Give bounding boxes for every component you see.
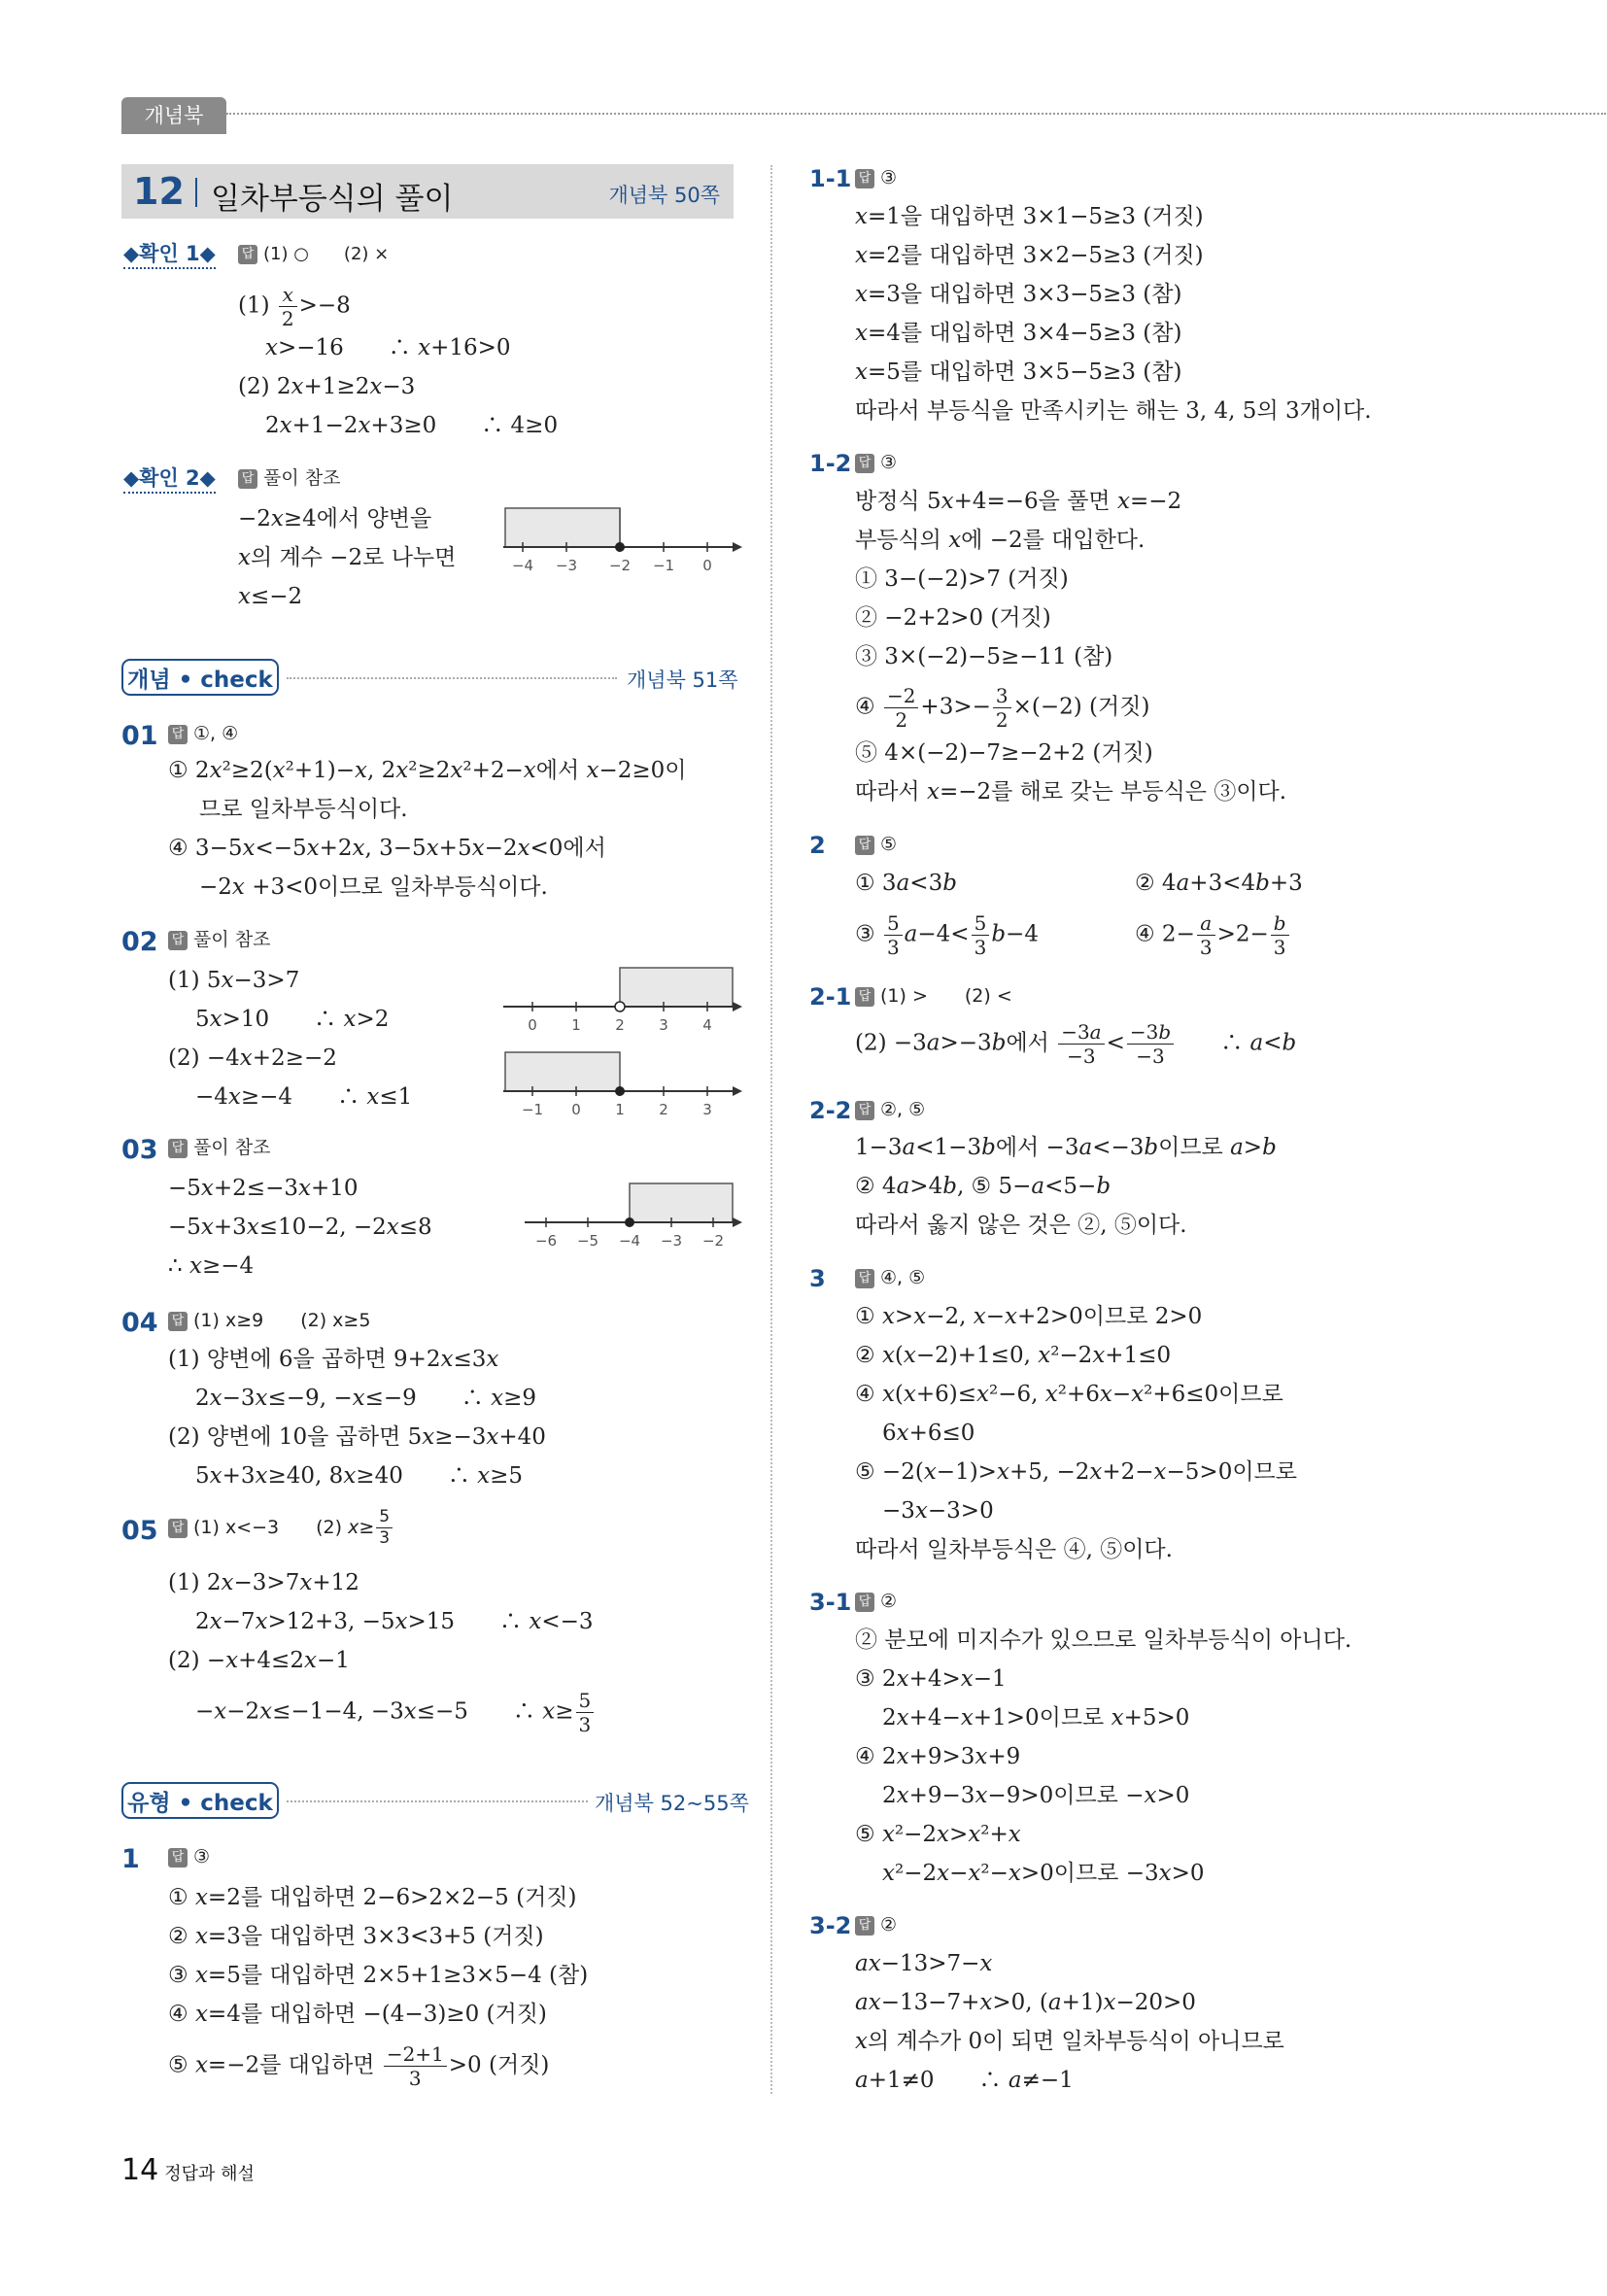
r11-line2: x=2를 대입하면 3×2−5≥3 (거짓) — [855, 243, 1204, 268]
problem-number: 05 — [121, 1516, 158, 1546]
r12-line3: ① 3−(−2)>7 (거짓) — [855, 566, 1069, 592]
r11-line6: 따라서 부등식을 만족시키는 해는 3, 4, 5의 3개이다. — [855, 398, 1372, 424]
r22-line1: 1−3a<1−3b에서 −3a<−3b이므로 a>b — [855, 1135, 1277, 1160]
problem-number: 1-1 — [809, 165, 852, 192]
p02-line3: (2) −4x+2≥−2 — [168, 1045, 337, 1071]
type-check-rule — [287, 1800, 588, 1802]
tick-label: −2 — [608, 557, 632, 574]
tick-label: −5 — [576, 1232, 599, 1250]
tab-underline — [121, 132, 226, 134]
tick-label: −1 — [521, 1101, 544, 1118]
p05-line4: −x−2x≤−1−4, −3x≤−5 ∴ x≥ $\frac{5}{3}$ — [195, 1691, 596, 1734]
r31-line1: ② 분모에 미지수가 있으므로 일차부등식이 아니다. — [855, 1628, 1352, 1653]
problem-number: 02 — [121, 927, 158, 957]
problem-number: 03 — [121, 1135, 158, 1165]
r12-line2: 부등식의 x에 −2를 대입한다. — [855, 528, 1145, 553]
check1-line2: x>−16 ∴ x+16>0 — [265, 335, 511, 360]
r31-line6: ⑤ x²−2x>x²+x — [855, 1822, 1021, 1847]
tick-label: 2 — [615, 1016, 625, 1034]
r31-line7: x²−2x−x²−x>0이므로 −3x>0 — [882, 1861, 1205, 1886]
check1-line1: (1) $\frac{x}{2}$ >−8 — [238, 283, 351, 330]
r31-line2: ③ 2x+4>x−1 — [855, 1666, 1007, 1692]
tick-label: −1 — [652, 557, 675, 574]
r2-line1: ① 3a<3b — [855, 871, 957, 896]
r32-line1: ax−13>7−x — [855, 1951, 993, 1976]
check2-label: ◆확인 2◆ — [123, 468, 216, 494]
p04-line3: (2) 양변에 10을 곱하면 5x≥−3x+40 — [168, 1424, 546, 1450]
tick-label: 0 — [528, 1016, 537, 1034]
footer-label: 정답과 해설 — [164, 2164, 255, 2184]
problem-number: 3 — [809, 1265, 826, 1292]
page-footer — [121, 2153, 255, 2187]
tick-label: 1 — [615, 1101, 625, 1118]
r3-line2: ② x(x−2)+1≤0, x²−2x+1≤0 — [855, 1343, 1172, 1368]
p03-line1: −5x+2≤−3x+10 — [168, 1176, 359, 1201]
page-number: 14 — [121, 2153, 159, 2187]
check1-line3: (2) 2x+1≥2x−3 — [238, 374, 416, 399]
number-line-p02a — [503, 960, 736, 1044]
problem-number: 3-2 — [809, 1912, 852, 1939]
number-line-p03 — [525, 1176, 738, 1259]
problem-answer: 답 ③ — [855, 454, 897, 473]
tick-label: 4 — [702, 1016, 712, 1034]
tick-label: 2 — [659, 1101, 668, 1118]
type-check-ref: 개념북 52~55쪽 — [595, 1792, 749, 1815]
r12-line7: ⑤ 4×(−2)−7≥−2+2 (거짓) — [855, 740, 1153, 766]
section-title: 일차부등식의 풀이 — [211, 182, 454, 217]
r32-line2: ax−13−7+x>0, (a+1)x−20>0 — [855, 1990, 1196, 2015]
r12-line1: 방정식 5x+4=−6을 풀면 x=−2 — [855, 489, 1182, 514]
tick-label: −3 — [660, 1232, 683, 1250]
concept-check-ref: 개념북 51쪽 — [627, 668, 738, 692]
r3-line5: ⑤ −2(x−1)>x+5, −2x+2−x−5>0이므로 — [855, 1459, 1297, 1485]
problem-number: 01 — [121, 721, 158, 751]
r12-line8: 따라서 x=−2를 해로 갖는 부등식은 ③이다. — [855, 779, 1287, 805]
concept-check-label: 개념 • check — [121, 659, 279, 696]
check1-answer: 답 (1) ○ (2) × — [238, 245, 389, 264]
type-check-label: 유형 • check — [121, 1782, 279, 1819]
r32-line4: a+1≠0 ∴ a≠−1 — [855, 2068, 1074, 2093]
check2-line1: −2x≥4에서 양변을 — [238, 506, 432, 531]
r3-line7: 따라서 일차부등식은 ④, ⑤이다. — [855, 1537, 1173, 1562]
section-number: 12 — [133, 170, 185, 213]
problem-answer: 답 풀이 참조 — [168, 931, 270, 950]
tick-label: −3 — [555, 557, 578, 574]
r2-line3: ③ $\frac{5}{3}$ a−4< $\frac{5}{3}$ b−4 — [855, 911, 1039, 959]
tick-label: −4 — [511, 557, 534, 574]
p02-line4: −4x≥−4 ∴ x≤1 — [195, 1084, 413, 1110]
p01-line3: ④ 3−5x<−5x+2x, 3−5x+5x−2x<0에서 — [168, 836, 606, 861]
problem-answer: 답 ② — [855, 1593, 897, 1612]
concept-check-rule — [287, 677, 617, 679]
p01-line2: 므로 일차부등식이다. — [199, 797, 408, 822]
r3-line6: −3x−3>0 — [882, 1498, 994, 1524]
p05-line2: 2x−7x>12+3, −5x>15 ∴ x<−3 — [195, 1609, 594, 1634]
p1-line1: ① x=2를 대입하면 2−6>2×2−5 (거짓) — [168, 1885, 577, 1910]
problem-answer: 답 (1) x<−3 (2) x≥ $\frac{5}{3}$ — [168, 1509, 394, 1547]
problem-number: 04 — [121, 1308, 158, 1338]
p1-line4: ④ x=4를 대입하면 −(4−3)≥0 (거짓) — [168, 2002, 547, 2027]
problem-answer: 답 ②, ⑤ — [855, 1101, 925, 1120]
check2-answer: 답 풀이 참조 — [238, 469, 340, 489]
r22-line2: ② 4a>4b, ⑤ 5−a<5−b — [855, 1174, 1111, 1199]
r22-line3: 따라서 옳지 않은 것은 ②, ⑤이다. — [855, 1213, 1187, 1238]
tick-label: −6 — [534, 1232, 558, 1250]
number-line-check2 — [503, 500, 736, 584]
r3-line3: ④ x(x+6)≤x²−6, x²+6x−x²+6≤0이므로 — [855, 1382, 1283, 1407]
r12-line5: ③ 3×(−2)−5≥−11 (참) — [855, 644, 1113, 669]
r31-line3: 2x+4−x+1>0이므로 x+5>0 — [882, 1705, 1190, 1731]
p01-line4: −2x +3<0이므로 일차부등식이다. — [199, 874, 548, 900]
problem-answer: 답 ④, ⑤ — [855, 1269, 925, 1288]
p02-line2: 5x>10 ∴ x>2 — [195, 1007, 390, 1032]
p05-line1: (1) 2x−3>7x+12 — [168, 1570, 359, 1595]
tick-label: 0 — [702, 557, 712, 574]
problem-number: 2-1 — [809, 983, 852, 1011]
tick-label: 1 — [571, 1016, 581, 1034]
check1-line4: 2x+1−2x+3≥0 ∴ 4≥0 — [265, 413, 559, 438]
r3-line1: ① x>x−2, x−x+2>0이므로 2>0 — [855, 1304, 1203, 1329]
p03-line3: ∴ x≥−4 — [168, 1253, 255, 1279]
section-ref: 개념북 50쪽 — [608, 184, 720, 207]
problem-answer: 답 ③ — [855, 169, 897, 188]
r11-line3: x=3을 대입하면 3×3−5≥3 (참) — [855, 282, 1182, 307]
column-divider — [770, 165, 772, 2094]
problem-answer: 답 (1) x≥9 (2) x≥5 — [168, 1312, 370, 1331]
check2-line3: x≤−2 — [238, 584, 303, 609]
p04-line2: 2x−3x≤−9, −x≤−9 ∴ x≥9 — [195, 1386, 536, 1411]
problem-answer: 답 풀이 참조 — [168, 1139, 270, 1158]
r21-line1: (2) −3a>−3b에서 $\frac{-3a}{-3}$ < $\frac{-3b}{-3}$ ∴ a<b — [855, 1020, 1297, 1068]
p05-line3: (2) −x+4≤2x−1 — [168, 1648, 350, 1673]
r3-line4: 6x+6≤0 — [882, 1421, 975, 1446]
r11-line5: x=5를 대입하면 3×5−5≥3 (참) — [855, 360, 1182, 385]
tick-label: 3 — [702, 1101, 712, 1118]
tick-label: −2 — [701, 1232, 725, 1250]
p04-line4: 5x+3x≥40, 8x≥40 ∴ x≥5 — [195, 1463, 524, 1489]
p02-line1: (1) 5x−3>7 — [168, 968, 300, 993]
r2-line2: ② 4a+3<4b+3 — [1135, 871, 1303, 896]
check1-label: ◆확인 1◆ — [123, 244, 216, 269]
r31-line5: 2x+9−3x−9>0이므로 −x>0 — [882, 1783, 1190, 1808]
tick-label: 3 — [659, 1016, 668, 1034]
r12-line6: ④ $\frac{-2}{2}$ +3>− $\frac{3}{2}$ ×(−2) (거짓) — [855, 684, 1150, 732]
check2-line2: x의 계수 −2로 나누면 — [238, 545, 457, 570]
book-tab: 개념북 — [121, 97, 226, 132]
r2-line4: ④ 2− $\frac{a}{3}$ >2− $\frac{b}{3}$ — [1135, 913, 1291, 957]
tick-label: 0 — [571, 1101, 581, 1118]
p03-line2: −5x+3x≤10−2, −2x≤8 — [168, 1215, 432, 1240]
number-line-p02b — [503, 1045, 736, 1128]
problem-answer: 답 ⑤ — [855, 836, 897, 855]
section-bar — [195, 178, 197, 207]
problem-number: 3-1 — [809, 1589, 852, 1616]
problem-answer: 답 (1) > (2) < — [855, 987, 1012, 1007]
problem-answer: 답 ② — [855, 1916, 897, 1936]
r11-line4: x=4를 대입하면 3×4−5≥3 (참) — [855, 321, 1182, 346]
r11-line1: x=1을 대입하면 3×1−5≥3 (거짓) — [855, 204, 1204, 229]
problem-number: 1-2 — [809, 450, 852, 477]
p1-line2: ② x=3을 대입하면 3×3<3+5 (거짓) — [168, 1924, 544, 1949]
section-header — [121, 164, 734, 219]
problem-number: 2-2 — [809, 1097, 852, 1124]
p04-line1: (1) 양변에 6을 곱하면 9+2x≤3x — [168, 1347, 499, 1372]
p1-line3: ③ x=5를 대입하면 2×5+1≥3×5−4 (참) — [168, 1963, 589, 1988]
r31-line4: ④ 2x+9>3x+9 — [855, 1744, 1021, 1769]
r32-line3: x의 계수가 0이 되면 일차부등식이 아니므로 — [855, 2029, 1284, 2054]
p1-line5: ⑤ x=−2를 대입하면 $\frac{-2+1}{3}$ >0 (거짓) — [168, 2042, 550, 2090]
problem-answer: 답 ③ — [168, 1848, 210, 1868]
r12-line4: ② −2+2>0 (거짓) — [855, 605, 1051, 631]
p01-line1: ① 2x²≥2(x²+1)−x, 2x²≥2x²+2−x에서 x−2≥0이 — [168, 758, 687, 783]
problem-number: 1 — [121, 1844, 140, 1874]
problem-answer: 답 ①, ④ — [168, 725, 238, 744]
problem-number: 2 — [809, 832, 826, 859]
tick-label: −4 — [618, 1232, 641, 1250]
tab-rule — [226, 113, 1606, 115]
